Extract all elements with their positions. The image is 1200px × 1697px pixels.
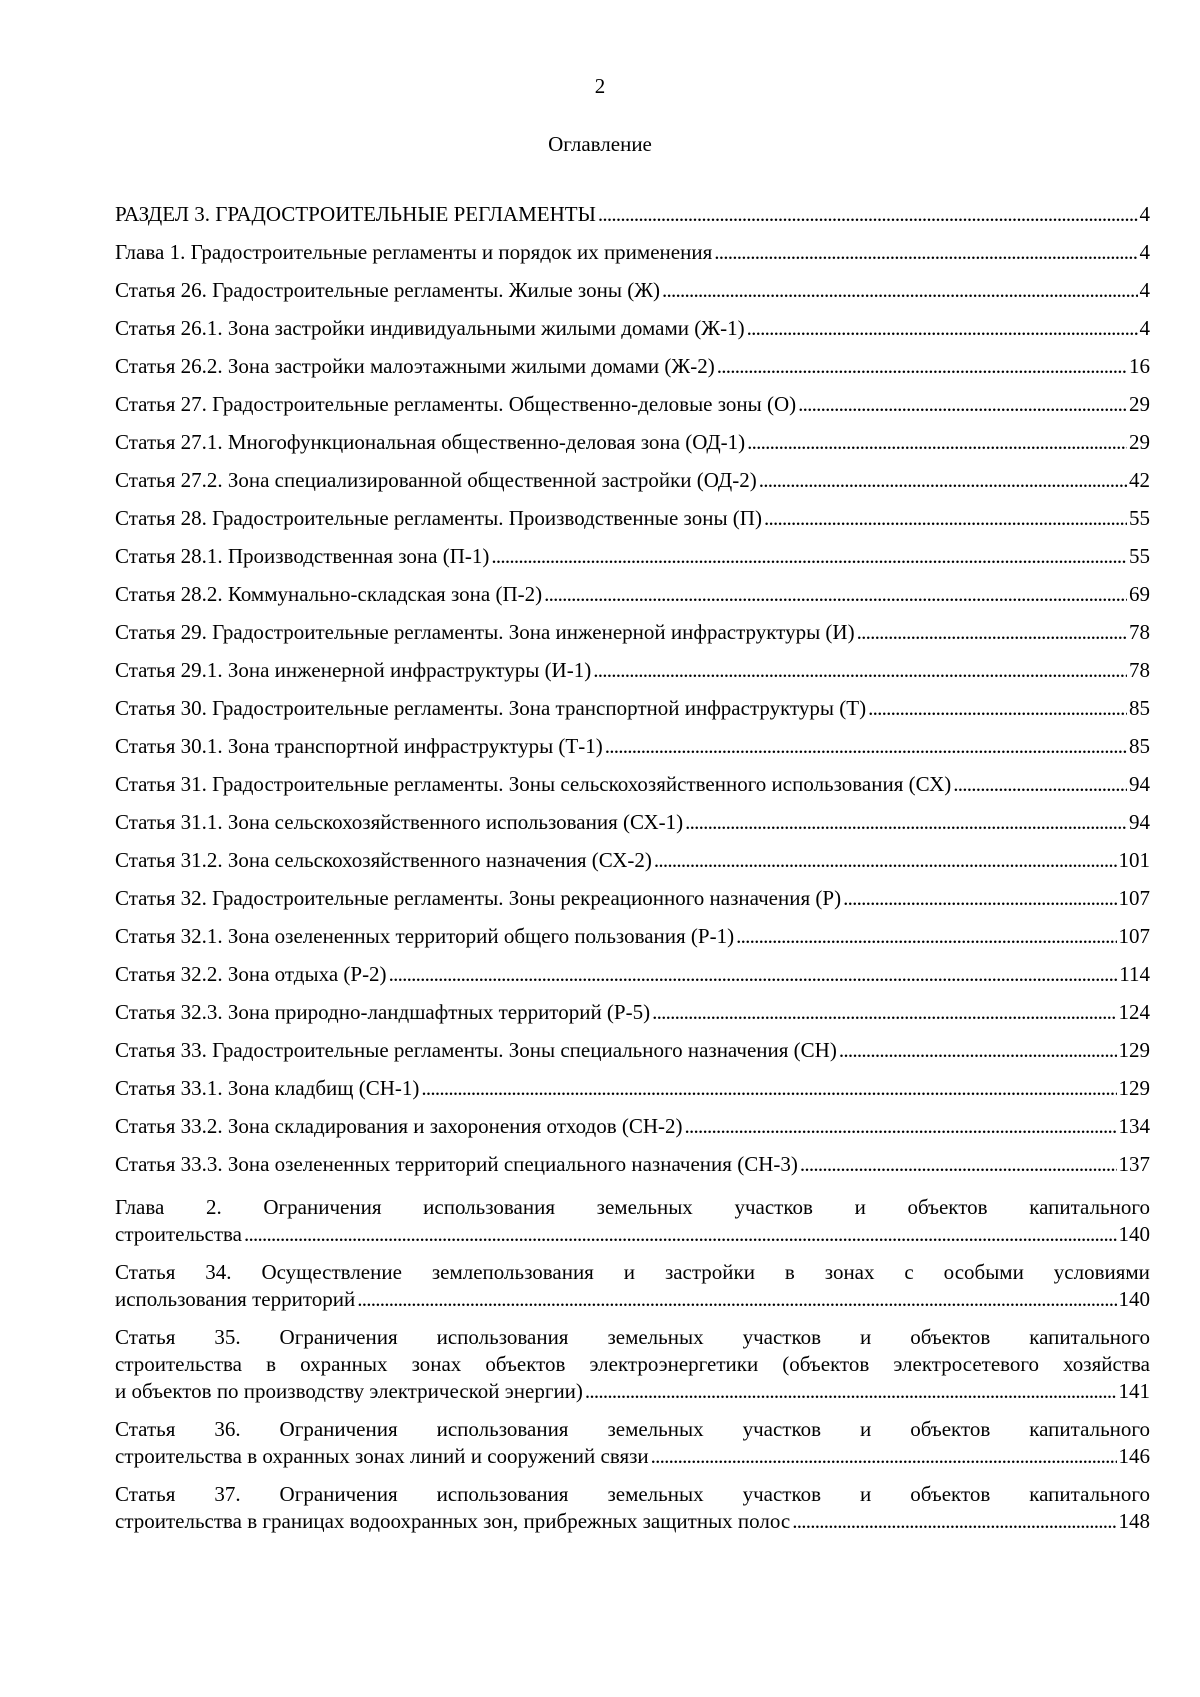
toc-entry-page: 129 [1118,1076,1150,1100]
toc-entry-title: Статья 31. Градостроительные регламенты. Зоны сельскохозяйственного использования (СХ) [115,772,952,796]
toc-entry-page: 107 [1118,886,1150,910]
toc-entry-title: Статья 28.2. Коммунально-складская зона (П-2) [115,582,543,606]
toc-word: особыми [943,1260,1024,1284]
toc-entry-last-line [115,1508,1150,1535]
toc-word: электросетевого [893,1352,1039,1376]
toc-word: участков [742,1325,821,1349]
toc-leader-dots [421,1074,1116,1102]
toc-word: строительства [115,1352,243,1376]
toc-entry[interactable] [115,846,1150,884]
toc-leader-dots [839,1036,1117,1064]
toc-word: зонах [411,1352,462,1376]
toc-leader-dots [544,580,1127,608]
toc-entry-page: 134 [1118,1114,1150,1138]
toc-entry-page: 146 [1118,1444,1150,1468]
toc-leader-dots [593,656,1127,684]
toc-entry[interactable] [115,998,1150,1036]
toc-word: застройки [664,1260,755,1284]
toc-entry[interactable] [115,580,1150,618]
toc-entry-title: Статья 32. Градостроительные регламенты. Зоны рекреационного назначения (Р) [115,886,842,910]
page-number: 2 [594,74,606,98]
toc-entry-title: Статья 32.3. Зона природно-ландшафтных территорий (Р-5) [115,1000,651,1024]
toc-entry[interactable] [115,1074,1150,1112]
toc-word: участков [734,1195,813,1219]
toc-entry-multiline[interactable] [115,1481,1150,1535]
toc-word: Статья [115,1417,176,1441]
toc-word: 2. [205,1195,222,1219]
toc-word: использования [436,1417,569,1441]
toc-entry-line [115,1481,1150,1508]
toc-entry-page: 140 [1118,1222,1150,1246]
toc-word: использования [423,1195,556,1219]
toc-entry-title: Статья 28.1. Производственная зона (П-1) [115,544,490,568]
toc-entry[interactable] [115,770,1150,808]
toc-entry-title: и объектов по производству электрической энергии) [115,1379,583,1403]
toc-entry-page: 94 [1129,810,1150,834]
toc-leader-dots [868,694,1127,722]
toc-entry[interactable] [115,314,1150,352]
toc-word: Ограничения [279,1325,398,1349]
toc-leader-dots [792,1508,1116,1535]
toc-leader-dots [598,200,1138,228]
toc-word: участков [742,1482,821,1506]
toc-leader-dots [389,960,1118,988]
toc-entry[interactable] [115,1150,1150,1188]
toc-entry[interactable] [115,808,1150,846]
toc-leader-dots [843,884,1116,912]
toc-leader-dots [491,542,1127,570]
toc-entry-line [115,1351,1150,1378]
toc-entry-title: Статья 27.2. Зона специализированной общественной застройки (ОД-2) [115,468,757,492]
toc-entry-title: Статья 26.1. Зона застройки индивидуальными жилыми домами (Ж-1) [115,316,745,340]
toc-entry-multiline[interactable] [115,1259,1150,1313]
toc-entry-page: 148 [1118,1509,1150,1533]
toc-multi-entries [115,1194,1150,1535]
toc-word: капитального [1029,1417,1150,1441]
toc-entry-page: 124 [1118,1000,1150,1024]
toc-entry-page: 78 [1129,620,1150,644]
toc-entry-title: Статья 30.1. Зона транспортной инфраструктуры (Т-1) [115,734,603,758]
toc-entry-line [115,1259,1150,1286]
toc-entry-title: Статья 29. Градостроительные регламенты. Зона инженерной инфраструктуры (И) [115,620,855,644]
toc-entry-page: 29 [1129,392,1150,416]
toc-entry[interactable] [115,200,1150,238]
toc-entry-page: 4 [1139,202,1150,226]
toc-leader-dots [714,238,1137,266]
toc-leader-dots [585,1378,1117,1405]
toc-word: Статья [115,1325,176,1349]
toc-leader-dots [651,1443,1117,1470]
toc-entry-title: строительства [115,1222,243,1246]
toc-leader-dots [662,276,1137,304]
toc-entry-title: строительства в границах водоохранных зон, прибрежных защитных полос [115,1509,791,1533]
toc-entry-line [115,1194,1150,1221]
toc-entry-title: Статья 32.1. Зона озелененных территорий общего пользования (Р-1) [115,924,735,948]
toc-leader-dots [747,428,1127,456]
toc-word: землепользования [431,1260,594,1284]
toc-word: капитального [1029,1195,1150,1219]
toc-entry[interactable] [115,656,1150,694]
toc-leader-dots [652,998,1116,1026]
toc-word: объектов [910,1325,991,1349]
toc-entry[interactable] [115,428,1150,466]
toc-entry-page: 4 [1139,240,1150,264]
toc-entry-page: 94 [1129,772,1150,796]
toc-entry-title: Статья 32.2. Зона отдыха (Р-2) [115,962,387,986]
toc-entry-page: 78 [1129,658,1150,682]
toc-word: использования [436,1325,569,1349]
toc-entry-last-line [115,1286,1150,1313]
toc-entry-page: 85 [1129,734,1150,758]
toc-word: Осуществление [261,1260,402,1284]
toc-entry-page: 29 [1129,430,1150,454]
toc-entry-title: Статья 26. Градостроительные регламенты. Жилые зоны (Ж) [115,278,661,302]
toc-word: земельных [607,1482,704,1506]
toc-word: использования [436,1482,569,1506]
toc-entry-page: 141 [1118,1379,1150,1403]
toc-entry[interactable] [115,1036,1150,1074]
toc-entry-title: Статья 33.1. Зона кладбищ (СН-1) [115,1076,420,1100]
toc-leader-dots [747,314,1138,342]
toc-entry-last-line [115,1378,1150,1405]
toc-entry[interactable] [115,618,1150,656]
toc-word: 37. [214,1482,241,1506]
toc-entry-multiline[interactable] [115,1324,1150,1405]
toc-entry-page: 129 [1118,1038,1150,1062]
toc-word: электроэнергетики [589,1352,759,1376]
toc-leader-dots [764,504,1127,532]
toc-entry-title: Статья 33.3. Зона озелененных территорий специального назначения (СН-3) [115,1152,798,1176]
toc-word: земельных [607,1417,704,1441]
toc-entry-title: строительства в охранных зонах линий и сооружений связи [115,1444,649,1468]
toc-entry[interactable] [115,390,1150,428]
toc-entry-title: Статья 29.1. Зона инженерной инфраструктуры (И-1) [115,658,592,682]
toc-entry-title: Статья 33.2. Зона складирования и захоронения отходов (СН-2) [115,1114,683,1138]
toc-entry-multiline[interactable] [115,1194,1150,1248]
toc-entry[interactable] [115,884,1150,922]
toc-leader-dots [800,1150,1117,1178]
toc-entry-title: Статья 33. Градостроительные регламенты. Зоны специального назначения (СН) [115,1038,837,1062]
toc-entry-title: использования территорий [115,1287,356,1311]
toc-entry-title: Статья 28. Градостроительные регламенты. Производственные зоны (П) [115,506,762,530]
toc-entry-title: Статья 26.2. Зона застройки малоэтажными жилыми домами (Ж-2) [115,354,715,378]
toc-word: Ограничения [279,1417,398,1441]
toc-entry-title: Статья 30. Градостроительные регламенты. Зона транспортной инфраструктуры (Т) [115,696,867,720]
toc-entry[interactable] [115,732,1150,770]
toc-entry-page: 42 [1129,468,1150,492]
table-of-contents [115,200,1150,1546]
toc-entry-page: 69 [1129,582,1150,606]
toc-entry-title: Глава 1. Градостроительные регламенты и порядок их применения [115,240,713,264]
toc-entry[interactable] [115,466,1150,504]
toc-entry-multiline[interactable] [115,1416,1150,1470]
toc-entry[interactable] [115,1112,1150,1150]
toc-word: в [784,1260,795,1284]
toc-word: 35. [214,1325,241,1349]
toc-word: (объектов [782,1352,870,1376]
toc-word: капитального [1029,1482,1150,1506]
toc-leader-dots [759,466,1127,494]
toc-entry-title: Статья 31.1. Зона сельскохозяйственного использования (СХ-1) [115,810,684,834]
toc-word: Статья [115,1482,176,1506]
toc-word: и [859,1482,872,1506]
toc-leader-dots [798,390,1127,418]
toc-entry-title: Статья 31.2. Зона сельскохозяйственного назначения (СХ-2) [115,848,652,872]
toc-leader-dots [244,1221,1116,1248]
toc-word: с [904,1260,914,1284]
toc-entry-page: 101 [1118,848,1150,872]
toc-word: капитального [1029,1325,1150,1349]
toc-entry-page: 137 [1118,1152,1150,1176]
toc-entry[interactable] [115,542,1150,580]
toc-word: и [623,1260,636,1284]
toc-entry-last-line [115,1443,1150,1470]
toc-word: и [854,1195,866,1219]
toc-entry[interactable] [115,960,1150,998]
toc-word: объектов [910,1417,991,1441]
toc-word: объектов [910,1482,991,1506]
toc-word: зонах [824,1260,875,1284]
toc-entry-title: Статья 27.1. Многофункциональная общественно-деловая зона (ОД-1) [115,430,746,454]
toc-entry-line [115,1416,1150,1443]
toc-word: хозяйства [1063,1352,1150,1376]
toc-entry-page: 55 [1129,506,1150,530]
toc-leader-dots [953,770,1127,798]
toc-word: земельных [596,1195,693,1219]
toc-entry-page: 140 [1118,1287,1150,1311]
toc-single-entries [115,200,1150,1188]
toc-entry[interactable] [115,238,1150,276]
toc-word: и [859,1325,872,1349]
toc-leader-dots [654,846,1117,874]
toc-entry[interactable] [115,694,1150,732]
toc-entry-last-line [115,1221,1150,1248]
toc-entry[interactable] [115,276,1150,314]
toc-word: земельных [607,1325,704,1349]
toc-leader-dots [717,352,1127,380]
toc-entry[interactable] [115,504,1150,542]
toc-entry-page: 85 [1129,696,1150,720]
toc-leader-dots [857,618,1127,646]
toc-leader-dots [685,808,1127,836]
toc-word: 34. [205,1260,232,1284]
toc-leader-dots [736,922,1116,950]
toc-word: 36. [214,1417,241,1441]
toc-leader-dots [357,1286,1116,1313]
toc-entry-page: 107 [1118,924,1150,948]
toc-word: объектов [485,1352,566,1376]
toc-entry-title: Статья 27. Градостроительные регламенты. Общественно-деловые зоны (О) [115,392,797,416]
toc-word: Ограничения [279,1482,398,1506]
toc-entry-title: РАЗДЕЛ 3. ГРАДОСТРОИТЕЛЬНЫЕ РЕГЛАМЕНТЫ [115,202,596,226]
toc-title: Оглавление [548,132,652,156]
toc-leader-dots [685,1112,1117,1140]
toc-word: участков [742,1417,821,1441]
toc-word: Глава [115,1195,165,1219]
toc-word: объектов [907,1195,988,1219]
toc-entry-line [115,1324,1150,1351]
toc-leader-dots [605,732,1127,760]
toc-word: в [266,1352,277,1376]
toc-entry[interactable] [115,352,1150,390]
toc-word: Статья [115,1260,176,1284]
toc-entry-page: 4 [1139,316,1150,340]
toc-word: охранных [300,1352,388,1376]
toc-word: Ограничения [263,1195,382,1219]
toc-entry-page: 4 [1139,278,1150,302]
toc-word: и [859,1417,872,1441]
toc-entry-page: 114 [1119,962,1150,986]
toc-entry-page: 16 [1129,354,1150,378]
toc-entry-page: 55 [1129,544,1150,568]
toc-word: условиями [1053,1260,1150,1284]
toc-entry[interactable] [115,922,1150,960]
